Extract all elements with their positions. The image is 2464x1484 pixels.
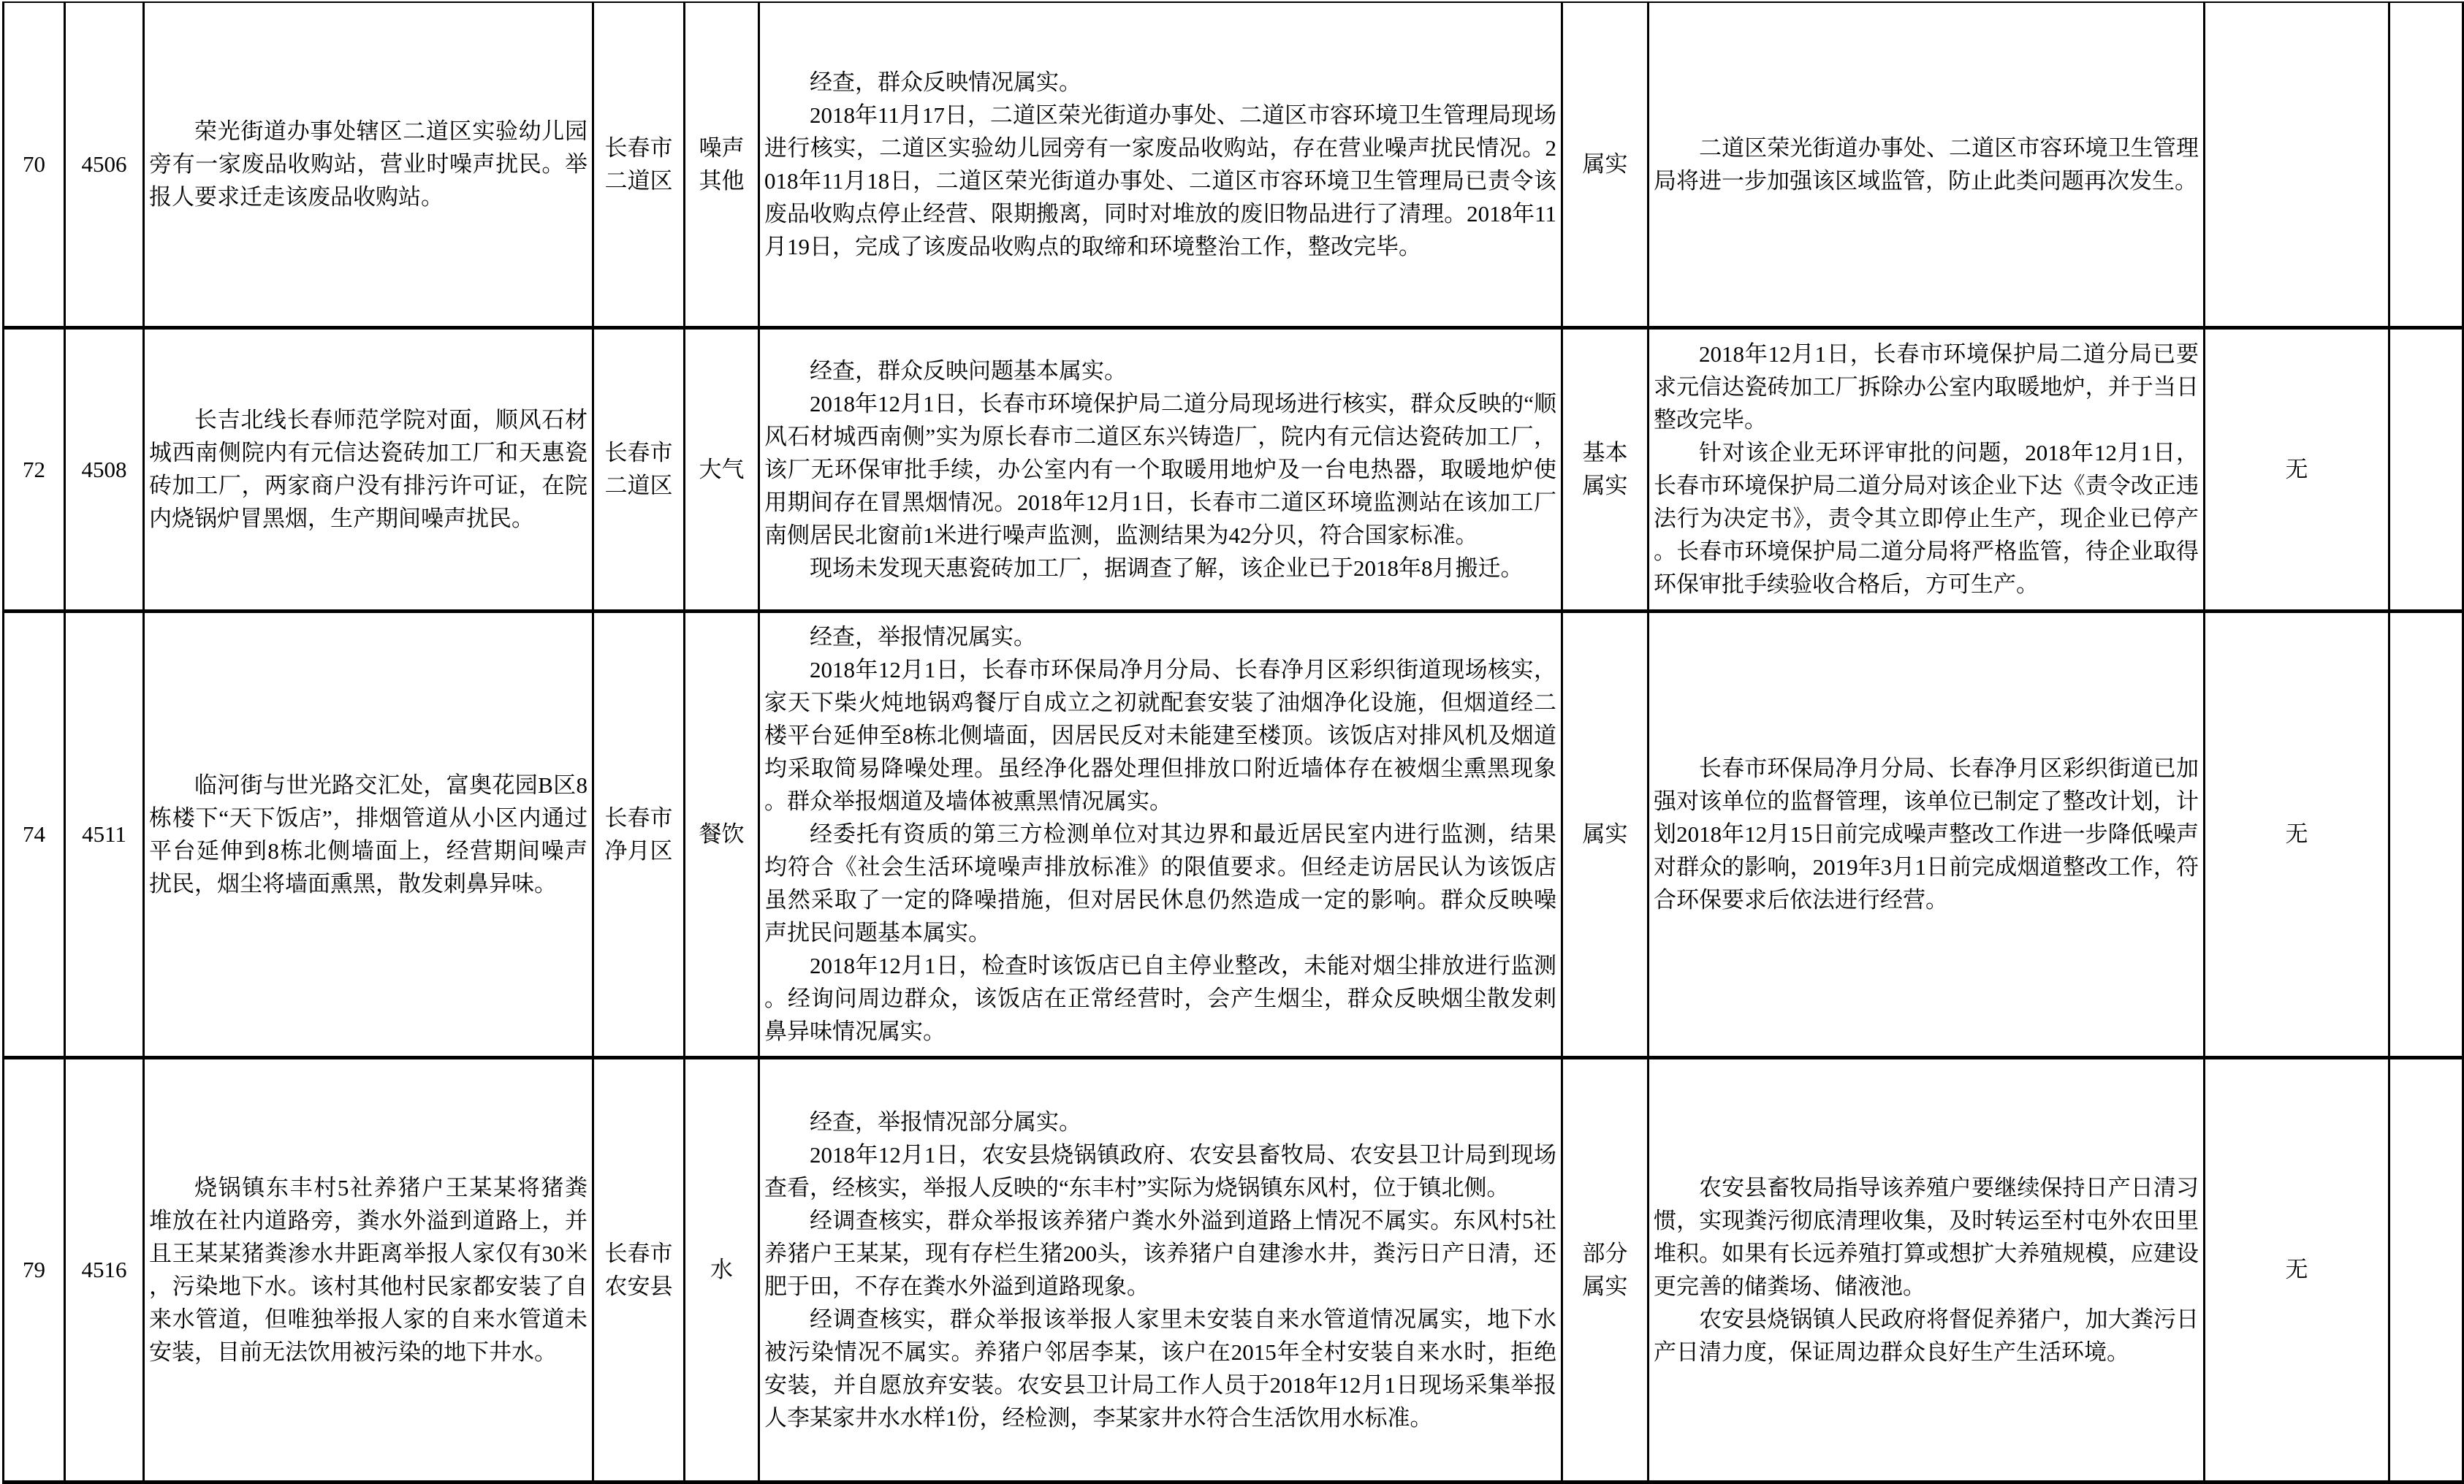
cell-pollution-type: 水	[685, 1057, 759, 1482]
cell-investigation	[759, 2, 1562, 327]
cell-pollution-type: 餐饮	[685, 611, 759, 1057]
investigation-paragraph: 经调查核实，群众举报该养猪户粪水外溢到道路上情况不属实。东风村5社养猪户王某某，现有存栏生猪200头，该养猪户自建渗水井，粪污日产日清，还肥于田，不存在粪水外溢到道路现象。	[764, 1207, 1556, 1299]
cell-remark	[2389, 327, 2463, 611]
cell-verdict: 属实	[1562, 2, 1649, 327]
cell-accountability: 无	[2205, 327, 2389, 611]
cell-complaint	[144, 327, 593, 611]
cell-serial-number: 74	[4, 611, 65, 1057]
complaint-paragraph: 长吉北线长春师范学院对面，顺风石材城西南侧院内有元信达瓷砖加工厂和天惠瓷砖加工厂，两家商户没有排污许可证，在院内烧锅炉冒黑烟，生产期间噪声扰民。	[149, 407, 588, 531]
cell-verdict: 基本属实	[1562, 327, 1649, 611]
cell-case-id: 4508	[65, 327, 144, 611]
investigation-paragraph: 2018年12月1日，检查时该饭店已自主停业整改，未能对烟尘排放进行监测。经询问周边群众，该饭店在正常经营时，会产生烟尘，群众反映烟尘散发刺鼻异味情况属实。	[764, 953, 1556, 1044]
cell-accountability	[2205, 2, 2389, 327]
cell-case-id: 4511	[65, 611, 144, 1057]
cell-verdict: 属实	[1562, 611, 1649, 1057]
cell-remark	[2389, 611, 2463, 1057]
action-paragraph: 农安县烧锅镇人民政府将督促养猪户，加大粪污日产日清力度，保证周边群众良好生产生活环境。	[1654, 1306, 2199, 1365]
complaint-handling-table	[2, 1, 2464, 1484]
action-paragraph: 2018年12月1日，长春市环境保护局二道分局已要求元信达瓷砖加工厂拆除办公室内取暖地炉，并于当日整改完毕。	[1654, 341, 2199, 433]
investigation-paragraph: 经委托有资质的第三方检测单位对其边界和最近居民室内进行监测，结果均符合《社会生活环境噪声排放标准》的限值要求。但经走访居民认为该饭店虽然采取了一定的降噪措施，但对居民休息仍然造成一定的影响。群众反映噪声扰民问题基本属实。	[764, 821, 1556, 945]
complaint-paragraph: 荣光街道办事处辖区二道区实验幼儿园旁有一家废品收购站，营业时噪声扰民。举报人要求迁走该废品收购站。	[149, 118, 588, 210]
cell-action	[1649, 1057, 2205, 1482]
action-paragraph: 二道区荣光街道办事处、二道区市容环境卫生管理局将进一步加强该区域监管，防止此类问题再次发生。	[1654, 134, 2199, 194]
cell-investigation	[759, 611, 1562, 1057]
cell-complaint	[144, 1057, 593, 1482]
cell-serial-number: 70	[4, 2, 65, 327]
investigation-paragraph: 2018年12月1日，长春市环境保护局二道分局现场进行核实，群众反映的“顺风石材城西南侧”实为原长春市二道区东兴铸造厂，院内有元信达瓷砖加工厂，该厂无环保审批手续，办公室内有一个取暖用地炉及一台电热器，取暖地炉使用期间存在冒黑烟情况。2018年12月1日，长春市二道区环境监测站在该加工厂南侧居民北窗前1米进行噪声监测，监测结果为42分贝，符合国家标准。	[764, 390, 1556, 548]
cell-case-id: 4516	[65, 1057, 144, 1482]
table-row	[4, 1057, 2463, 1482]
cell-action	[1649, 327, 2205, 611]
table-row	[4, 327, 2463, 611]
investigation-paragraph: 经查，举报情况属实。	[810, 624, 1036, 650]
investigation-paragraph: 经查，群众反映问题基本属实。	[810, 357, 1127, 384]
cell-verdict: 部分属实	[1562, 1057, 1649, 1482]
table-row	[4, 2, 2463, 327]
complaint-paragraph: 临河街与世光路交汇处，富奥花园B区8栋楼下“天下饭店”，排烟管道从小区内通过平台延伸到8栋北侧墙面上，经营期间噪声扰民，烟尘将墙面熏黑，散发刺鼻异味。	[149, 772, 588, 897]
cell-case-id: 4506	[65, 2, 144, 327]
cell-region: 长春市农安县	[593, 1057, 685, 1482]
cell-complaint	[144, 611, 593, 1057]
investigation-paragraph: 现场未发现天惠瓷砖加工厂，据调查了解，该企业已于2018年8月搬迁。	[810, 555, 1524, 581]
cell-complaint	[144, 2, 593, 327]
cell-action	[1649, 2, 2205, 327]
cell-action	[1649, 611, 2205, 1057]
cell-accountability: 无	[2205, 611, 2389, 1057]
cell-remark	[2389, 2, 2463, 327]
investigation-paragraph: 经查，举报情况部分属实。	[810, 1108, 1081, 1135]
cell-region: 长春市二道区	[593, 327, 685, 611]
investigation-paragraph: 2018年11月17日，二道区荣光街道办事处、二道区市容环境卫生管理局现场进行核实，二道区实验幼儿园旁有一家废品收购站，存在营业噪声扰民情况。2018年11月18日，二道区荣光街道办事处、二道区市容环境卫生管理局已责令该废品收购点停止经营、限期搬离，同时对堆放的废旧物品进行了清理。2018年11月19日，完成了该废品收购点的取缔和环境整治工作，整改完毕。	[764, 102, 1556, 259]
cell-accountability: 无	[2205, 1057, 2389, 1482]
complaint-paragraph: 烧锅镇东丰村5社养猪户王某某将猪粪堆放在社内道路旁，粪水外溢到道路上，并且王某某猪粪渗水井距离举报人家仅有30米，污染地下水。该村其他村民家都安装了自来水管道，但唯独举报人家的自来水管道未安装，目前无法饮用被污染的地下井水。	[149, 1174, 588, 1365]
action-paragraph: 农安县畜牧局指导该养殖户要继续保持日产日清习惯，实现粪污彻底清理收集，及时转运至村屯外农田里堆积。如果有长远养殖打算或想扩大养殖规模，应建设更完善的储粪场、储液池。	[1654, 1174, 2199, 1299]
cell-serial-number: 72	[4, 327, 65, 611]
investigation-paragraph: 经查，群众反映情况属实。	[810, 69, 1081, 95]
cell-serial-number: 79	[4, 1057, 65, 1482]
investigation-paragraph: 2018年12月1日，农安县烧锅镇政府、农安县畜牧局、农安县卫计局到现场查看，经核实，举报人反映的“东丰村”实际为烧锅镇东风村，位于镇北侧。	[764, 1141, 1556, 1200]
action-paragraph: 针对该企业无环评审批的问题，2018年12月1日，长春市环境保护局二道分局对该企业下达《责令改正违法行为决定书》，责令其立即停止生产，现企业已停产。长春市环境保护局二道分局将严格监管，待企业取得环保审批手续验收合格后，方可生产。	[1654, 440, 2199, 597]
table-row	[4, 611, 2463, 1057]
action-paragraph: 长春市环保局净月分局、长春净月区彩织街道已加强对该单位的监督管理，该单位已制定了整改计划，计划2018年12月15日前完成噪声整改工作进一步降低噪声对群众的影响，2019年3月1日前完成烟道整改工作，符合环保要求后依法进行经营。	[1654, 756, 2199, 913]
cell-investigation	[759, 1057, 1562, 1482]
investigation-paragraph: 2018年12月1日，长春市环保局净月分局、长春净月区彩织街道现场核实，家天下柴火炖地锅鸡餐厅自成立之初就配套安装了油烟净化设施，但烟道经二楼平台延伸至8栋北侧墙面，因居民反对未能建至楼顶。该饭店对排风机及烟道均采取简易降噪处理。虽经净化器处理但排放口附近墙体存在被烟尘熏黑现象。群众举报烟道及墙体被熏黑情况属实。	[764, 657, 1556, 814]
cell-pollution-type: 大气	[685, 327, 759, 611]
cell-remark	[2389, 1057, 2463, 1482]
cell-region: 长春市净月区	[593, 611, 685, 1057]
cell-pollution-type: 噪声其他	[685, 2, 759, 327]
cell-investigation	[759, 327, 1562, 611]
investigation-paragraph: 经调查核实，群众举报该举报人家里未安装自来水管道情况属实，地下水被污染情况不属实。养猪户邻居李某，该户在2015年全村安装自来水时，拒绝安装，并自愿放弃安装。农安县卫计局工作人员于2018年12月1日现场采集举报人李某家井水水样1份，经检测，李某家井水符合生活饮用水标准。	[764, 1306, 1556, 1431]
cell-region: 长春市二道区	[593, 2, 685, 327]
